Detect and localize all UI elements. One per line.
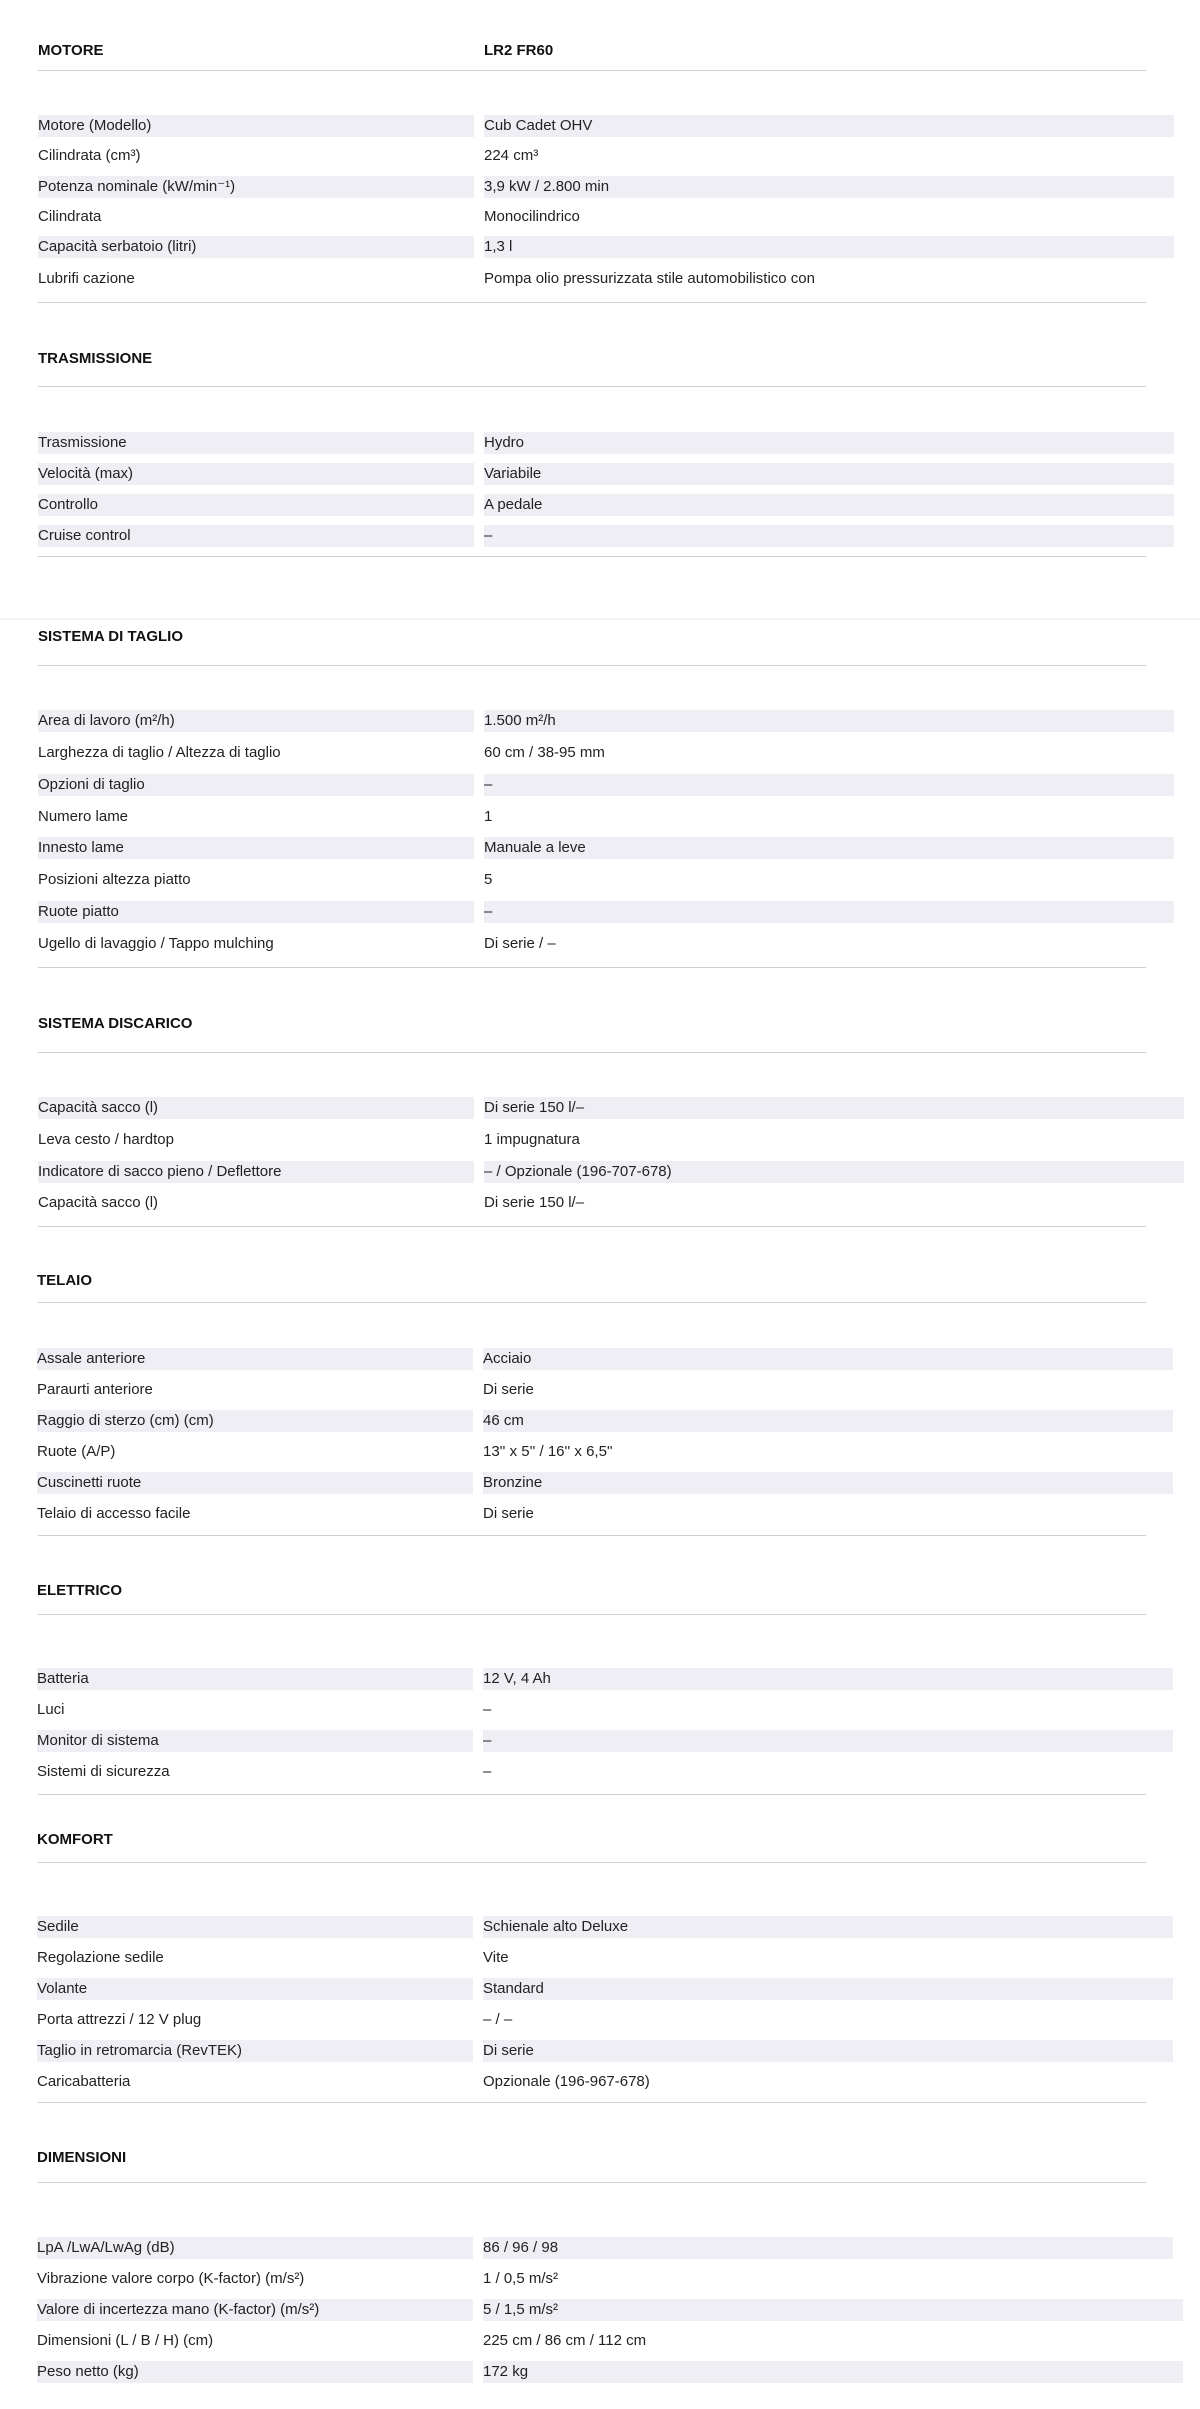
spec-value: 1 [484,808,493,825]
divider [38,2182,1146,2183]
spec-label: Indicatore di sacco pieno / Deflettore [38,1161,474,1183]
spec-label: Ugello di lavaggio / Tappo mulching [38,935,274,952]
spec-row [38,1097,1146,1119]
spec-row [38,115,1146,137]
spec-value: Di serie / – [484,935,556,952]
spec-value: – / Opzionale (196-707-678) [484,1161,1184,1183]
spec-label: Sedile [37,1916,473,1938]
spec-row [38,901,1146,923]
spec-label: Raggio di sterzo (cm) (cm) [37,1410,473,1432]
spec-label: Monitor di sistema [37,1730,473,1752]
page-seam [0,618,1200,620]
spec-value: Cub Cadet OHV [484,115,1174,137]
spec-label: Area di lavoro (m²/h) [38,710,474,732]
spec-label: Velocità (max) [38,463,474,485]
spec-row [37,2071,1145,2093]
divider [38,1535,1146,1536]
spec-row [37,2237,1145,2259]
spec-row [38,774,1146,796]
divider [38,2102,1146,2103]
spec-row [38,1192,1146,1214]
spec-value: 1.500 m²/h [484,710,1174,732]
divider [38,386,1146,387]
spec-row [37,1441,1145,1463]
spec-value: Monocilindrico [484,208,580,225]
spec-row [38,494,1146,516]
spec-row [37,2330,1145,2352]
spec-label: Capacità serbatoio (litri) [38,236,474,258]
spec-label: Cuscinetti ruote [37,1472,473,1494]
spec-row [37,1947,1145,1969]
spec-label: Peso netto (kg) [37,2361,473,2383]
spec-row [38,206,1146,228]
spec-row [37,1761,1145,1783]
section-title-komfort: KOMFORT [37,1831,113,1848]
spec-label: Capacità sacco (l) [38,1194,159,1211]
spec-label: Caricabatteria [37,2073,131,2090]
spec-value: – [484,525,1174,547]
divider [38,1794,1146,1795]
spec-value: 46 cm [483,1410,1173,1432]
divider [38,302,1146,303]
spec-label: Trasmissione [38,432,474,454]
spec-value: – [484,901,1174,923]
divider [38,70,1146,71]
model-name: LR2 FR60 [484,42,554,59]
spec-label: Motore (Modello) [38,115,474,137]
spec-label: Numero lame [38,808,129,825]
spec-value: Variabile [484,463,1174,485]
divider [38,1614,1146,1615]
spec-row [38,933,1146,955]
spec-value: – [484,774,1174,796]
divider [38,1302,1146,1303]
section-title-dimensioni: DIMENSIONI [37,2149,127,2166]
spec-row [37,2009,1145,2031]
section-title-elettrico: ELETTRICO [37,1582,122,1599]
spec-row [37,2268,1145,2290]
spec-row [38,525,1146,547]
spec-value: 3,9 kW / 2.800 min [484,176,1174,198]
divider [38,1052,1146,1053]
spec-value: 1,3 l [484,236,1174,258]
spec-label: Leva cesto / hardtop [38,1131,174,1148]
spec-label: LpA /LwA/LwAg (dB) [37,2237,473,2259]
spec-row [38,1161,1146,1183]
spec-label: Valore di incertezza mano (K-factor) (m/s²) [37,2299,473,2321]
spec-row [37,1379,1145,1401]
spec-value: Manuale a leve [484,837,1174,859]
section-title-motore: MOTORE [38,42,104,59]
spec-label: Regolazione sedile [37,1949,164,1966]
spec-label: Vibrazione valore corpo (K-factor) (m/s²) [37,2270,305,2287]
spec-label: Innesto lame [38,837,474,859]
spec-label: Capacità sacco (l) [38,1097,474,1119]
spec-value: A pedale [484,494,1174,516]
spec-value: – [483,1730,1173,1752]
spec-value: 1 impugnatura [484,1131,580,1148]
spec-row [37,1699,1145,1721]
spec-row [37,2299,1145,2321]
divider [38,967,1146,968]
spec-label: Potenza nominale (kW/min⁻¹) [38,176,474,198]
spec-row [37,1978,1145,2000]
spec-label: Controllo [38,494,474,516]
spec-label: Lubrifi cazione [38,270,135,287]
divider [38,665,1146,666]
spec-label: Luci [37,1701,65,1718]
spec-value: Acciaio [483,1348,1173,1370]
spec-row [38,432,1146,454]
spec-row [38,463,1146,485]
spec-row [38,742,1146,764]
spec-value: 1 / 0,5 m/s² [483,2270,559,2287]
spec-row [37,1503,1145,1525]
spec-label: Cilindrata (cm³) [38,147,141,164]
spec-value: Di serie [483,1505,534,1522]
section-title-telaio: TELAIO [37,1272,92,1289]
spec-value: 5 / 1,5 m/s² [483,2299,1183,2321]
spec-value: Di serie [483,2040,1173,2062]
spec-value: Hydro [484,432,1174,454]
spec-row [38,837,1146,859]
divider [38,556,1146,557]
spec-row [38,806,1146,828]
spec-value: Vite [483,1949,509,1966]
spec-row [37,1410,1145,1432]
spec-label: Cruise control [38,525,474,547]
spec-value: Schienale alto Deluxe [483,1916,1173,1938]
spec-label: Volante [37,1978,473,2000]
spec-value: Bronzine [483,1472,1173,1494]
spec-label: Assale anteriore [37,1348,473,1370]
spec-label: Taglio in retromarcia (RevTEK) [37,2040,473,2062]
spec-row [38,236,1146,258]
spec-label: Sistemi di sicurezza [37,1763,170,1780]
spec-row [37,1668,1145,1690]
spec-value: Di serie [483,1381,534,1398]
spec-row [38,176,1146,198]
section-title-trasmissione: TRASMISSIONE [38,350,153,367]
spec-label: Batteria [37,1668,473,1690]
spec-value: – [483,1763,492,1780]
spec-value: – [483,1701,492,1718]
spec-label: Telaio di accesso facile [37,1505,191,1522]
spec-row [38,268,1146,290]
spec-row [37,1730,1145,1752]
section-title-sistema-di-taglio: SISTEMA DI TAGLIO [38,628,183,645]
divider [38,1226,1146,1227]
spec-value: Pompa olio pressurizzata stile automobilistico con [484,270,815,287]
spec-value: Standard [483,1978,1173,2000]
spec-row [37,1916,1145,1938]
spec-label: Opzioni di taglio [38,774,474,796]
spec-label: Dimensioni (L / B / H) (cm) [37,2332,214,2349]
spec-value: 172 kg [483,2361,1183,2383]
spec-label: Cilindrata [38,208,102,225]
spec-row [37,1348,1145,1370]
spec-value: 224 cm³ [484,147,539,164]
spec-value: 5 [484,871,493,888]
spec-label: Larghezza di taglio / Altezza di taglio [38,744,281,761]
spec-value: Di serie 150 l/– [484,1194,585,1211]
spec-value: 12 V, 4 Ah [483,1668,1173,1690]
spec-label: Ruote piatto [38,901,474,923]
spec-row [37,2361,1145,2383]
divider [38,1862,1146,1863]
spec-value: – / – [483,2011,513,2028]
spec-value: Opzionale (196-967-678) [483,2073,650,2090]
spec-value: 225 cm / 86 cm / 112 cm [483,2332,647,2349]
spec-label: Posizioni altezza piatto [38,871,191,888]
spec-value: 60 cm / 38-95 mm [484,744,605,761]
spec-row [37,1472,1145,1494]
spec-value: Di serie 150 l/– [484,1097,1184,1119]
spec-row [38,710,1146,732]
spec-label: Ruote (A/P) [37,1443,116,1460]
spec-label: Paraurti anteriore [37,1381,153,1398]
spec-row [38,869,1146,891]
spec-row [37,2040,1145,2062]
spec-value: 13'' x 5'' / 16'' x 6,5'' [483,1443,613,1460]
spec-value: 86 / 96 / 98 [483,2237,1173,2259]
spec-label: Porta attrezzi / 12 V plug [37,2011,202,2028]
section-title-sistema-discarico: SISTEMA DISCARICO [38,1015,193,1032]
spec-row [38,1129,1146,1151]
spec-row [38,145,1146,167]
